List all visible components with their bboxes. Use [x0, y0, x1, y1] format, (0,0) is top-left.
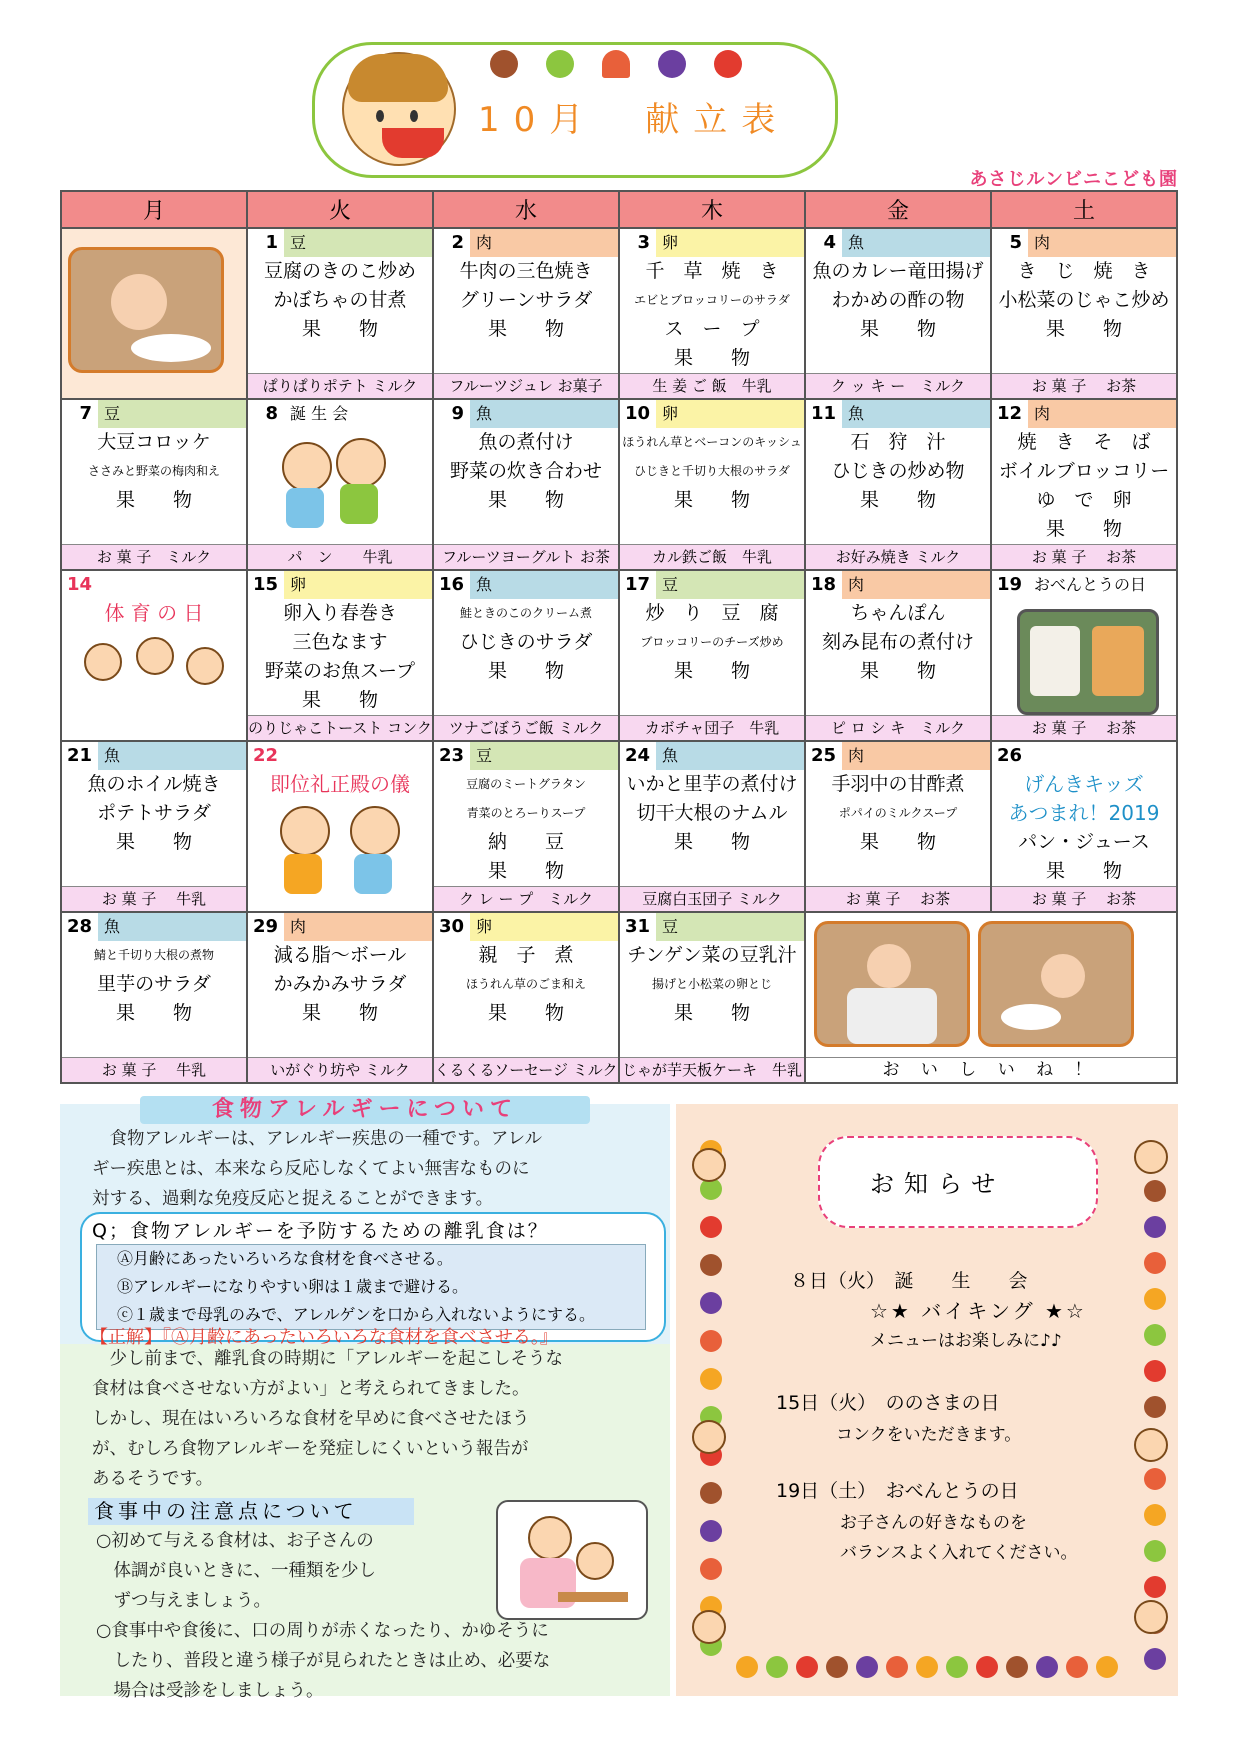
- menu-item: 大豆コロッケ: [97, 431, 211, 453]
- protein-tag: おべんとうの日: [1034, 575, 1147, 594]
- day-number: 12: [992, 400, 1028, 428]
- menu-item: 果 物: [1045, 518, 1122, 540]
- weekday-header: 火: [247, 191, 433, 228]
- day-number: 1: [248, 229, 284, 257]
- menu-item: 小松菜のじゃこ炒め: [998, 289, 1170, 311]
- menu-item: 刻み昆布の煮付け: [821, 631, 974, 653]
- snack-row: カル鉄ご飯 牛乳: [620, 544, 804, 569]
- day-number: 4: [806, 229, 842, 257]
- snack-row: お 菓 子 お茶: [992, 886, 1176, 911]
- menu-item: パン・ジュース: [1018, 831, 1150, 853]
- menu-item: かみかみサラダ: [273, 973, 407, 995]
- day-cell: [619, 741, 805, 912]
- snack-row: ピ ロ シ キ ミルク: [806, 715, 990, 740]
- menu-item: ポパイのミルクスープ: [838, 806, 958, 820]
- menu-item: 果 物: [487, 1002, 564, 1024]
- quiz-answer: 【正解】『Ⓐ月齢にあったいろいろな食材を食べさせる。』: [90, 1327, 558, 1348]
- day-cell: [433, 228, 619, 399]
- menu-item: 青菜のとろーりスープ: [466, 806, 586, 820]
- menu-item: わかめの酢の物: [831, 289, 965, 311]
- notice-date: 19日（土） おべんとうの日: [776, 1480, 1019, 1502]
- menu-item: ゆ で 卵: [1036, 489, 1132, 511]
- meal-caution-heading: 食事中の注意点について: [88, 1498, 414, 1525]
- snack-row: ぱりぱりポテト ミルク: [248, 373, 432, 398]
- protein-tag: 肉: [842, 742, 990, 770]
- holiday-label: 即位礼正殿の儀: [270, 772, 410, 796]
- quiz-option: ⓒ１歳まで母乳のみで、アレルゲンを口から入れないようにする。: [117, 1305, 596, 1324]
- menu-item: ブロッコリーのチーズ炒め: [640, 635, 784, 649]
- menu-item: 果 物: [859, 489, 936, 511]
- quiz-question: Q；食物アレルギーを予防するための離乳食は？: [92, 1220, 549, 1242]
- day-cell: [247, 741, 433, 912]
- notice-line: お子さんの好きなものを: [840, 1513, 1027, 1533]
- snack-row: じゃが芋天板ケーキ 牛乳: [620, 1057, 804, 1082]
- menu-item: き じ 焼 き: [1017, 260, 1151, 282]
- menu-item: 牛肉の三色焼き: [459, 260, 593, 282]
- day-cell: [805, 741, 991, 912]
- notice-line: コンクをいただきます。: [836, 1425, 1022, 1445]
- protein-tag: 卵: [470, 913, 618, 941]
- menu-item: 果 物: [1045, 318, 1122, 340]
- day-cell: [805, 228, 991, 399]
- child-eating-photo: [814, 921, 970, 1047]
- day-number: 30: [434, 913, 470, 941]
- menu-item: 果 物: [673, 489, 750, 511]
- day-cell: [991, 741, 1177, 912]
- protein-tag: 魚: [470, 571, 618, 599]
- mother-feeding-illustration: [496, 1500, 648, 1620]
- menu-item: 揚げと小松菜の卵とじ: [651, 977, 772, 991]
- menu-item: 魚のホイル焼き: [87, 773, 221, 795]
- snack-row: お 菓 子 お茶: [806, 886, 990, 911]
- day-number: 14: [66, 574, 92, 595]
- day-cell: [433, 912, 619, 1083]
- snack-row: 生 姜 ご 飯 牛乳: [620, 373, 804, 398]
- day-cell: [991, 228, 1177, 399]
- day-cell: [247, 399, 433, 570]
- protein-tag: 豆: [98, 400, 246, 428]
- menu-item: ポテトサラダ: [97, 802, 211, 824]
- notices-heading-box: [818, 1136, 1098, 1228]
- page-title: 10月 献立表: [478, 100, 790, 140]
- quiz-option: Ⓑアレルギーになりやすい卵は１歳まで避ける。: [117, 1277, 468, 1296]
- quiz-option: Ⓐ月齢にあったいろいろな食材を食べさせる。: [117, 1249, 453, 1268]
- menu-item: 果 物: [673, 831, 750, 853]
- day-cell: [433, 399, 619, 570]
- menu-item: 果 物: [301, 689, 378, 711]
- child-eating-photo: [978, 921, 1134, 1047]
- menu-item: 果 物: [487, 489, 564, 511]
- menu-item: 果 物: [859, 660, 936, 682]
- notice-line: ☆★ バイキング ★☆: [870, 1299, 1087, 1323]
- protein-tag: 豆: [470, 742, 618, 770]
- menu-item: 豆腐のきのこ炒め: [263, 260, 416, 282]
- menu-item: 果 物: [301, 318, 378, 340]
- snack-row: お 菓 子 お茶: [992, 373, 1176, 398]
- menu-item: げんきキッズ: [1024, 772, 1144, 796]
- day-number: 28: [62, 913, 98, 941]
- day-number: 3: [620, 229, 656, 257]
- menu-item: 鮭ときのこのクリーム煮: [459, 606, 592, 620]
- protein-tag: 卵: [656, 229, 804, 257]
- day-number: 22: [252, 745, 278, 766]
- day-cell: [619, 570, 805, 741]
- day-cell: [805, 912, 1177, 1083]
- menu-item: 果 物: [673, 1002, 750, 1024]
- reading-kids-illustration: [266, 802, 406, 902]
- protein-tag: 肉: [1028, 400, 1176, 428]
- protein-tag: 魚: [656, 742, 804, 770]
- menu-item: ほうれん草とベーコンのキッシュ: [622, 435, 802, 449]
- snack-row: お 菓 子 お茶: [992, 715, 1176, 740]
- menu-item: ひじきのサラダ: [459, 631, 593, 653]
- day-number: 9: [434, 400, 470, 428]
- day-cell: [61, 912, 247, 1083]
- snack-row: お 菓 子 ミルク: [62, 544, 246, 569]
- menu-item: 果 物: [1045, 860, 1122, 882]
- menu-item: チンゲン菜の豆乳汁: [627, 944, 797, 966]
- menu-item: 里芋のサラダ: [97, 973, 211, 995]
- school-name: あさじルンビニこども園: [969, 169, 1178, 190]
- day-cell: [433, 570, 619, 741]
- day-number: 11: [806, 400, 842, 428]
- day-cell: [61, 570, 247, 741]
- snack-row: お好み焼き ミルク: [806, 544, 990, 569]
- day-number: 21: [62, 742, 98, 770]
- day-cell: [991, 570, 1177, 741]
- menu-item: 減る脂～ボール: [273, 944, 407, 966]
- protein-tag: 魚: [842, 229, 990, 257]
- holiday-label: 体 育 の 日: [104, 601, 204, 625]
- snack-row: フルーツジュレ お菓子: [434, 373, 618, 398]
- day-cell: [619, 912, 805, 1083]
- birthday-kids-illustration: [266, 432, 406, 532]
- day-number: 2: [434, 229, 470, 257]
- menu-item: 納 豆: [487, 831, 564, 853]
- menu-item: 切干大根のナムル: [636, 802, 788, 824]
- menu-item: かぼちゃの甘煮: [273, 289, 407, 311]
- menu-item: 野菜のお魚スープ: [264, 660, 416, 682]
- menu-item: 果 物: [487, 660, 564, 682]
- day-cell: [61, 228, 247, 399]
- weekday-header: 水: [433, 191, 619, 228]
- weekday-header: 土: [991, 191, 1177, 228]
- menu-item: 魚の煮付け: [478, 431, 574, 453]
- snack-row: カボチャ団子 牛乳: [620, 715, 804, 740]
- snack-row: フルーツヨーグルト お茶: [434, 544, 618, 569]
- day-cell: [247, 570, 433, 741]
- day-cell: [61, 741, 247, 912]
- protein-tag: 魚: [98, 742, 246, 770]
- notice-date: 15日（火） ののさまの日: [776, 1392, 1000, 1414]
- day-number: 23: [434, 742, 470, 770]
- snack-row: ツナごぼうご飯 ミルク: [434, 715, 618, 740]
- menu-calendar: [60, 190, 1178, 1084]
- day-number: 25: [806, 742, 842, 770]
- notice-line: メニューはお楽しみに♪♪: [870, 1331, 1062, 1351]
- protein-tag: 豆: [656, 913, 804, 941]
- day-number: 5: [992, 229, 1028, 257]
- menu-item: 魚のカレー竜田揚げ: [812, 260, 984, 282]
- menu-item: 鯖と千切り大根の煮物: [93, 948, 214, 962]
- menu-item: 豆腐のミートグラタン: [466, 777, 586, 791]
- allergy-heading: 食物アレルギーについて: [140, 1096, 590, 1124]
- menu-item: 果 物: [487, 318, 564, 340]
- meal-caution-notes: ○初めて与える食材は、お子さんの 体調が良いときに、一種類を少し ずつ与えましょう。: [96, 1531, 376, 1611]
- menu-item: グリーンサラダ: [459, 289, 593, 311]
- day-cell: [61, 399, 247, 570]
- day-cell: [991, 399, 1177, 570]
- day-cell: [619, 228, 805, 399]
- menu-item: 野菜の炊き合わせ: [449, 460, 602, 482]
- menu-item: 焼 き そ ば: [1017, 431, 1151, 453]
- snack-row: お 菓 子 牛乳: [62, 886, 246, 911]
- menu-item: 三色なます: [292, 631, 388, 653]
- day-number: 26: [992, 742, 1028, 770]
- menu-item: 千 草 焼 き: [645, 260, 779, 282]
- day-cell: [247, 228, 433, 399]
- menu-item: ス ー プ: [664, 318, 760, 340]
- day-number: 10: [620, 400, 656, 428]
- day-number: 8: [248, 400, 284, 428]
- snack-row: お 菓 子 お茶: [992, 544, 1176, 569]
- jump-rope-kids-illustration: [80, 633, 220, 733]
- day-number: 7: [62, 400, 98, 428]
- day-cell: [247, 912, 433, 1083]
- day-number: 31: [620, 913, 656, 941]
- weekday-header: 月: [61, 191, 247, 228]
- day-number: 24: [620, 742, 656, 770]
- protein-tag: 肉: [842, 571, 990, 599]
- menu-item: いかと里芋の煮付け: [626, 773, 798, 795]
- protein-tag: 肉: [284, 913, 432, 941]
- snack-row: 豆腐白玉団子 ミルク: [620, 886, 804, 911]
- menu-item: 果 物: [115, 831, 192, 853]
- weekday-header: 金: [805, 191, 991, 228]
- bento-photo: [1017, 609, 1159, 715]
- protein-tag: 卵: [284, 571, 432, 599]
- pot-illustration: [382, 128, 444, 158]
- menu-item: あつまれ！2019: [1008, 801, 1160, 825]
- menu-item: ひじきと千切り大根のサラダ: [634, 464, 790, 478]
- allergy-intro: 食物アレルギーは、アレルギー疾患の一種です。アレル ギー疾患とは、本来なら反応しなくてよい無害なものに 対する、過剰な免疫反応と捉えることができます。: [92, 1129, 543, 1209]
- menu-item: 果 物: [673, 660, 750, 682]
- menu-item: エビとブロッコリーのサラダ: [634, 293, 790, 307]
- notice-date: ８日（火） 誕 生 会: [790, 1270, 1028, 1292]
- notice-line: バランスよく入れてください。: [840, 1543, 1078, 1563]
- day-number: 16: [434, 571, 470, 599]
- allergy-body: 少し前まで、離乳食の時期に「アレルギーを起こしそうな 食材は食べさせない方がよい」と考えられてきました。 しかし、現在はいろいろな食材を早めに食べさせたほう が、むしろ食物アレルギーを発症しにくいという報告が あるそうです。: [92, 1349, 564, 1489]
- protein-tag: 魚: [470, 400, 618, 428]
- snack-row: いがぐり坊や ミルク: [248, 1057, 432, 1082]
- photo-caption: お い し い ね ！: [806, 1057, 1176, 1082]
- menu-item: 卵入り春巻き: [282, 602, 397, 624]
- menu-item: 手羽中の甘酢煮: [831, 773, 965, 795]
- snack-row: くるくるソーセージ ミルク: [434, 1057, 618, 1082]
- menu-item: 果 物: [301, 1002, 378, 1024]
- protein-tag: 魚: [842, 400, 990, 428]
- menu-item: 炒 り 豆 腐: [645, 602, 779, 624]
- protein-tag: 肉: [1028, 229, 1176, 257]
- menu-item: 果 物: [487, 860, 564, 882]
- menu-item: 果 物: [859, 831, 936, 853]
- child-eating-photo: [68, 247, 224, 373]
- menu-item: 果 物: [115, 1002, 192, 1024]
- snack-row: ク ッ キ ー ミルク: [806, 373, 990, 398]
- protein-tag: 肉: [470, 229, 618, 257]
- day-cell: [433, 741, 619, 912]
- menu-item: 果 物: [115, 489, 192, 511]
- menu-item: 果 物: [859, 318, 936, 340]
- protein-tag: 豆: [656, 571, 804, 599]
- menu-item: 石 狩 汁: [850, 431, 946, 453]
- day-number: 18: [806, 571, 842, 599]
- day-number: 17: [620, 571, 656, 599]
- day-cell: [805, 570, 991, 741]
- day-cell: [805, 399, 991, 570]
- autumn-fruits-illustration: [490, 50, 742, 78]
- protein-tag: 豆: [284, 229, 432, 257]
- quiz-options: [96, 1244, 646, 1330]
- meal-caution-notes-2: ○食事中や食後に、口の周りが赤くなったり、かゆそうに したり、普段と違う様子が見られたときは止め、必要な 場合は受診をしましょう。: [96, 1621, 551, 1701]
- menu-item: ほうれん草のごま和え: [465, 977, 586, 991]
- protein-tag: 誕 生 会: [290, 404, 349, 423]
- menu-item: ささみと野菜の梅肉和え: [87, 464, 220, 478]
- notices-heading: お知らせ: [870, 1170, 1006, 1198]
- day-number: 15: [248, 571, 284, 599]
- weekday-header: 木: [619, 191, 805, 228]
- protein-tag: 魚: [98, 913, 246, 941]
- menu-item: 果 物: [673, 347, 750, 369]
- protein-tag: 卵: [656, 400, 804, 428]
- snack-row: のりじゃこトースト コンク: [248, 715, 432, 740]
- snack-row: お 菓 子 牛乳: [62, 1057, 246, 1082]
- day-cell: [619, 399, 805, 570]
- menu-item: 親 子 煮: [478, 944, 574, 966]
- menu-item: ボイルブロッコリー: [998, 460, 1170, 482]
- snack-row: パ ン 牛乳: [248, 544, 432, 569]
- menu-item: ちゃんぽん: [850, 602, 946, 624]
- day-number: 29: [248, 913, 284, 941]
- menu-item: ひじきの炒め物: [831, 460, 965, 482]
- day-number: 19: [992, 571, 1028, 599]
- snack-row: ク レ ー プ ミルク: [434, 886, 618, 911]
